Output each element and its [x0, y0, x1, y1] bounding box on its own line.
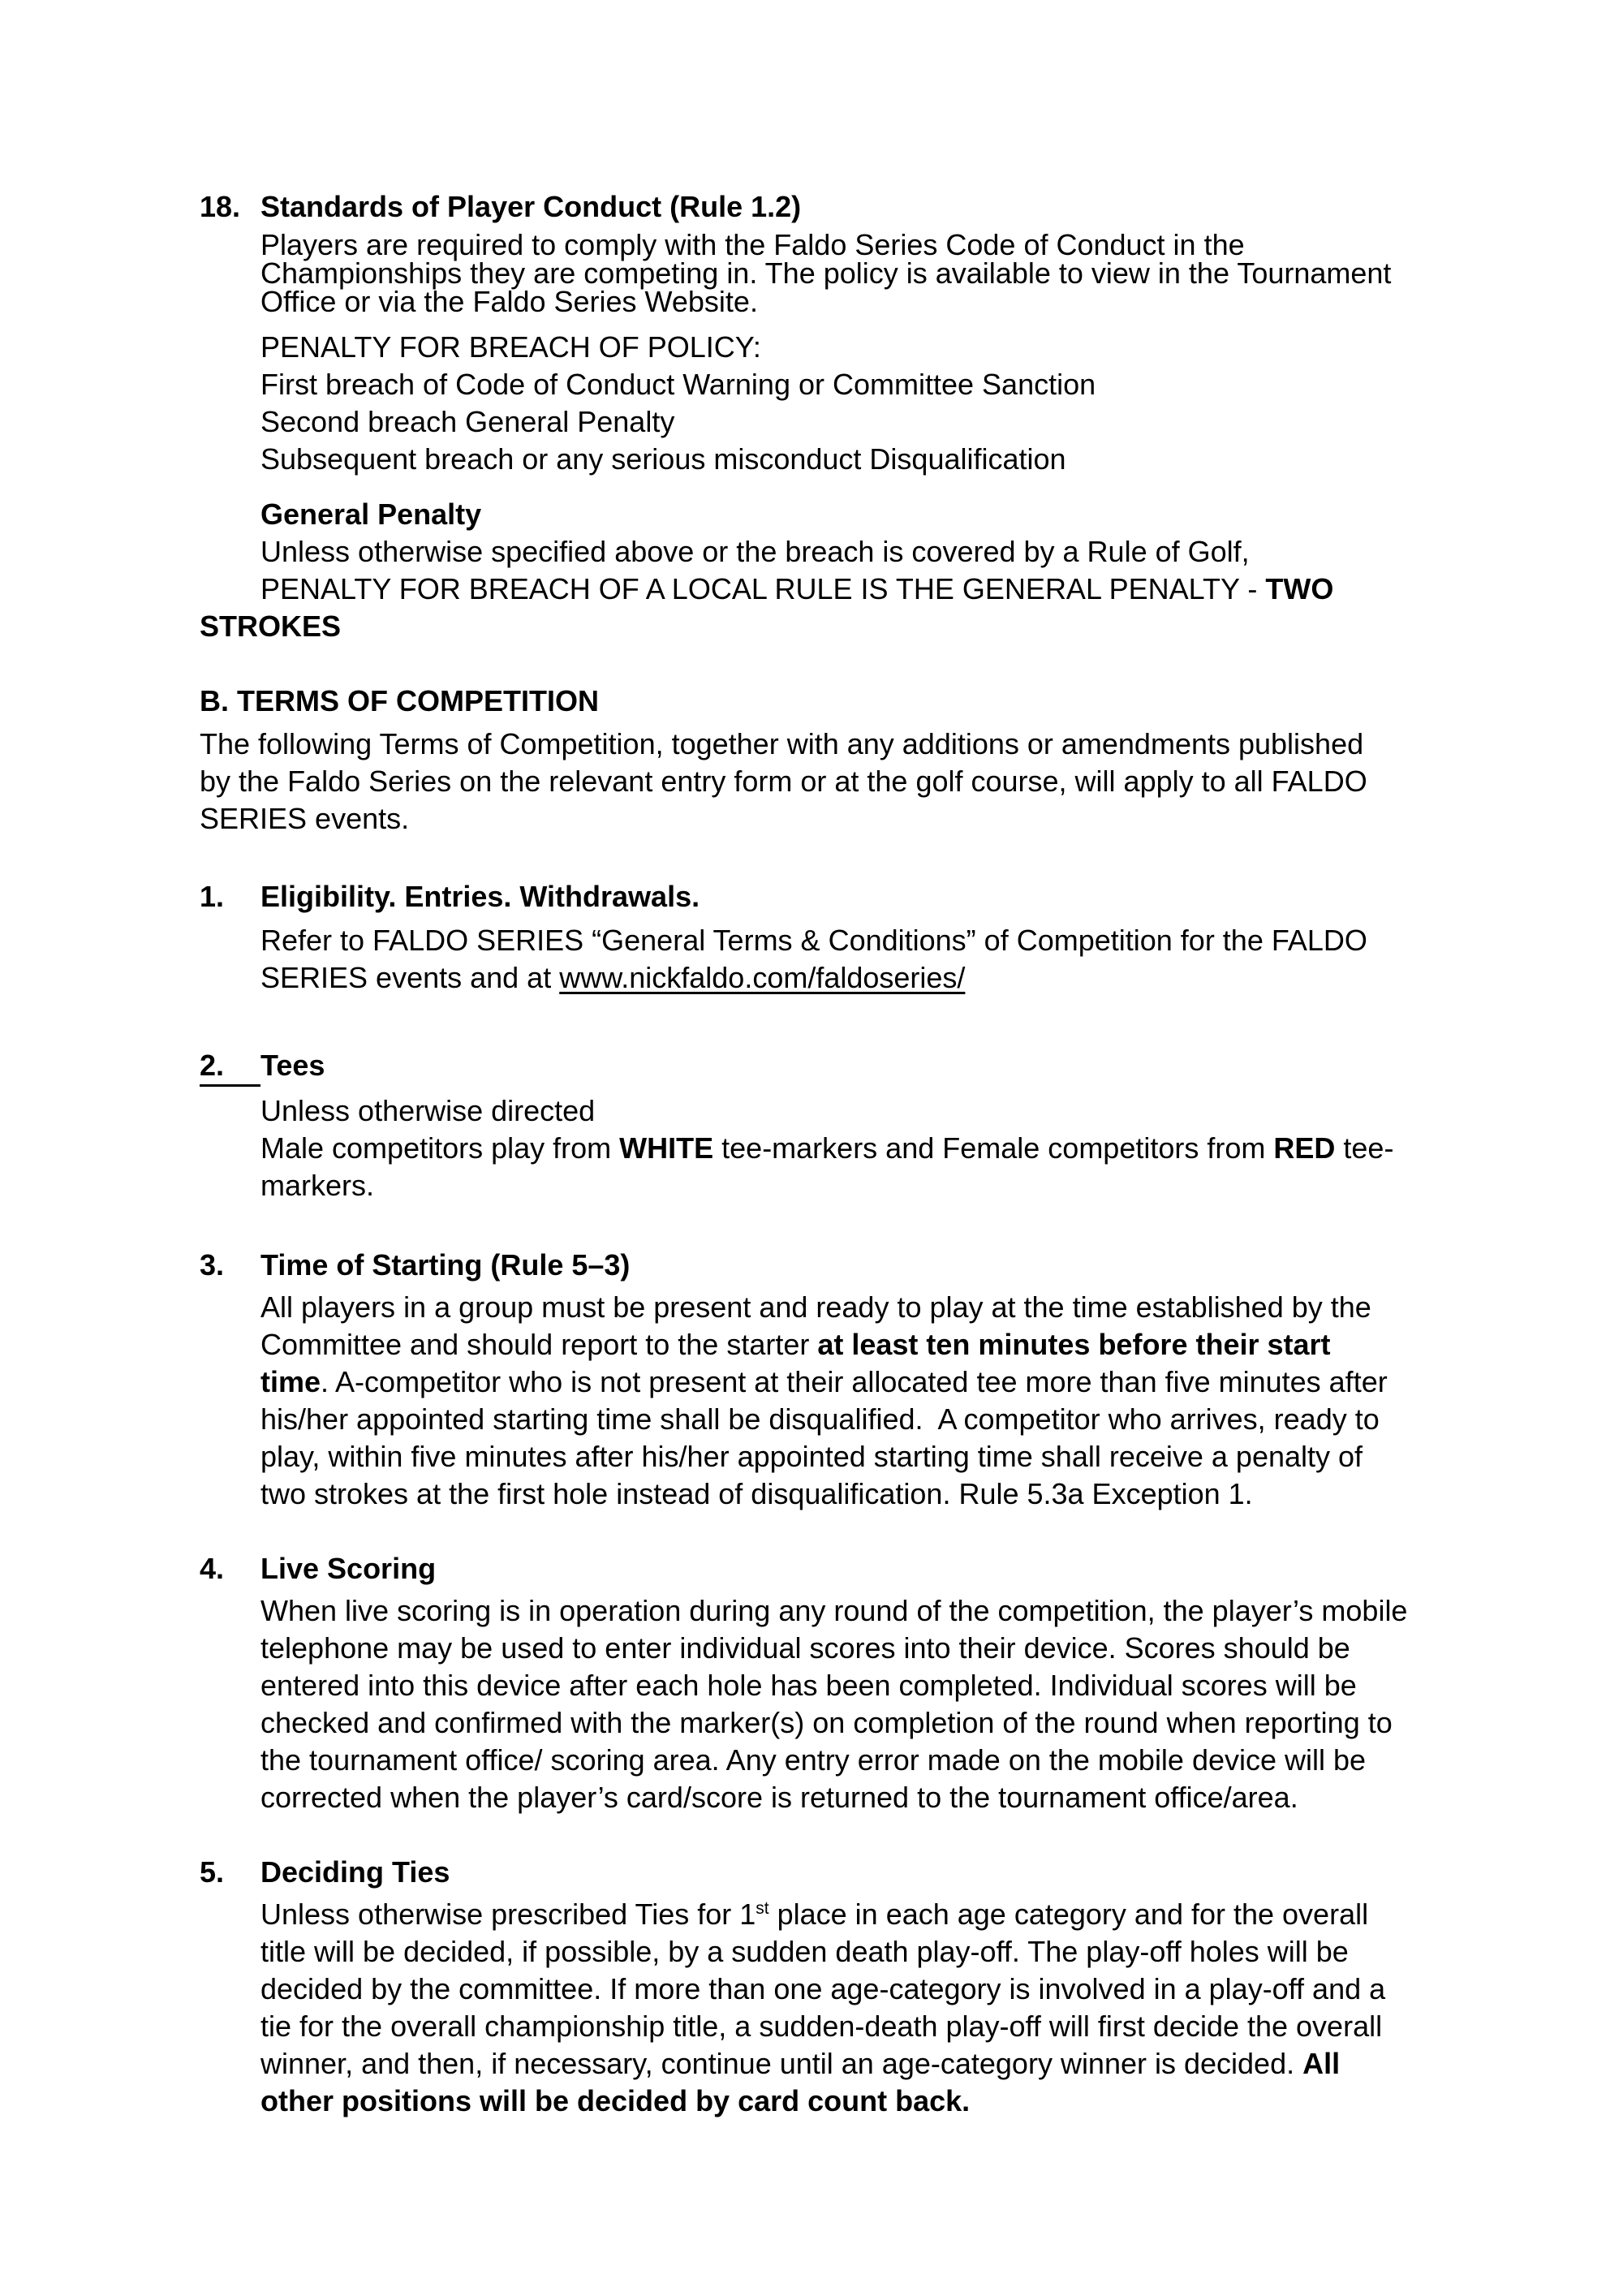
terms-heading: B. TERMS OF COMPETITION [200, 684, 599, 717]
tees-text-3: tee-markers. [260, 1131, 1394, 1202]
general-penalty-rule-text: PENALTY FOR BREACH OF A LOCAL RULE IS THE GENERAL PENALTY - [260, 572, 1266, 605]
section-5-title: Deciding Ties [260, 1855, 450, 1889]
section-1-heading [200, 878, 1477, 915]
section-eligibility [200, 878, 1477, 997]
breach-first-line: First breach of Code of Conduct Warning or Committee Sanction [260, 368, 1096, 401]
tees-text-2: tee-markers and Female competitors from [713, 1131, 1274, 1165]
section-4-title: Live Scoring [260, 1552, 437, 1585]
section-4-number: 4. [200, 1552, 225, 1585]
section-4-heading [200, 1550, 1477, 1587]
faldoseries-link[interactable]: www.nickfaldo.com/faldoseries/ [559, 961, 966, 994]
section-terms-of-competition [200, 683, 1477, 838]
ten-minutes-bold: at least ten minutes before their start time [260, 1328, 1331, 1398]
code-of-conduct-paragraph: Players are required to comply with the Faldo Series Code of Conduct in the Championships they are competing in. The policy is available to view in the Tournament Office or via the Faldo Series Website. [260, 228, 1392, 318]
section-3-number: 3. [200, 1248, 225, 1282]
starting-text-1: All players in a group must be present and ready to play at the time established by the Committee and should report to the starter [260, 1290, 1371, 1361]
general-penalty-heading: General Penalty [260, 498, 482, 531]
general-penalty-intro: Unless otherwise specified above or the breach is covered by a Rule of Golf, [260, 535, 1250, 568]
time-of-starting-paragraph [260, 1289, 1401, 1513]
section-time-of-starting [200, 1247, 1477, 1513]
deciding-ties-paragraph [260, 1896, 1409, 2120]
ties-text-2: place in each age category and for the overall title will be decided, if possible, by a sudden death play-off. The play-off holes will be decided by the committee. If more than one age-category is involved in a play-off and a tie for the overall championship title, a sudden-death play-off will first decide the overall winner, and then, if necessary, continue until an age-category winner is decided. [260, 1898, 1386, 2080]
section-3-title: Time of Starting (Rule 5–3) [260, 1248, 631, 1282]
penalty-policy-line: PENALTY FOR BREACH OF POLICY: [260, 330, 761, 364]
general-penalty-rule-wrap-line: STROKES [200, 610, 342, 643]
section-18-number: 18. [200, 190, 241, 223]
breach-second-line: Second breach General Penalty [260, 405, 675, 438]
terms-intro-paragraph: The following Terms of Competition, together with any additions or amendments published by the Faldo Series on the relevant entry form or at the golf course, will apply to all FALDO SERIES events. [200, 727, 1367, 835]
general-penalty-rule-bold: TWO [1265, 572, 1334, 605]
ordinal-superscript: st [756, 1899, 769, 1918]
section-2-heading [200, 1047, 1477, 1087]
section-3-heading [200, 1247, 1477, 1284]
section-18-title: Standards of Player Conduct (Rule 1.2) [260, 190, 802, 223]
section-live-scoring [200, 1550, 1477, 1816]
card-count-back-bold: All other positions will be decided by card count back. [260, 2047, 1341, 2117]
general-penalty-rule-line [260, 571, 1433, 608]
section-18-heading [200, 188, 1477, 226]
section-deciding-ties [200, 1854, 1477, 2120]
section-standards-of-player-conduct [200, 188, 1477, 645]
eligibility-paragraph [260, 922, 1433, 997]
ties-text-1: Unless otherwise prescribed Ties for 1 [260, 1898, 756, 1931]
white-tee-bold: WHITE [619, 1131, 714, 1165]
section-5-number: 5. [200, 1855, 225, 1889]
section-2-title: Tees [260, 1049, 325, 1082]
tees-markers-paragraph [260, 1130, 1433, 1204]
red-tee-bold: RED [1273, 1131, 1336, 1165]
section-1-title: Eligibility. Entries. Withdrawals. [260, 880, 700, 913]
section-2-number: 2. [200, 1047, 260, 1087]
section-5-heading [200, 1854, 1477, 1891]
tees-text-1: Male competitors play from [260, 1131, 620, 1165]
breach-subsequent-line: Subsequent breach or any serious misconduct Disqualification [260, 442, 1066, 476]
live-scoring-paragraph: When live scoring is in operation during any round of the competition, the player’s mobile telephone may be used to enter individual scores into their device. Scores should be entered into this device after each hole has been completed. Individual scores will be checked and confirmed with the marker(s) on completion of the round when reporting to the tournament office/ scoring area. Any entry error made on the mobile device will be corrected when the player’s card/score is returned to the tournament office/area. [260, 1594, 1408, 1814]
eligibility-text: Refer to FALDO SERIES “General Terms & Conditions” of Competition for the FALDO SERIES events and at [260, 924, 1367, 994]
section-tees [200, 1047, 1477, 1204]
starting-text-2: . A-competitor who is not present at their allocated tee more than five minutes after his/her appointed starting time shall be disqualified. A competitor who arrives, ready to play, within five minutes after his/her appointed starting time shall receive a penalty of two strokes at the first hole instead of disqualification. Rule 5.3a Exception 1. [260, 1365, 1388, 1510]
tees-directed-line: Unless otherwise directed [260, 1094, 596, 1127]
section-1-number: 1. [200, 880, 225, 913]
